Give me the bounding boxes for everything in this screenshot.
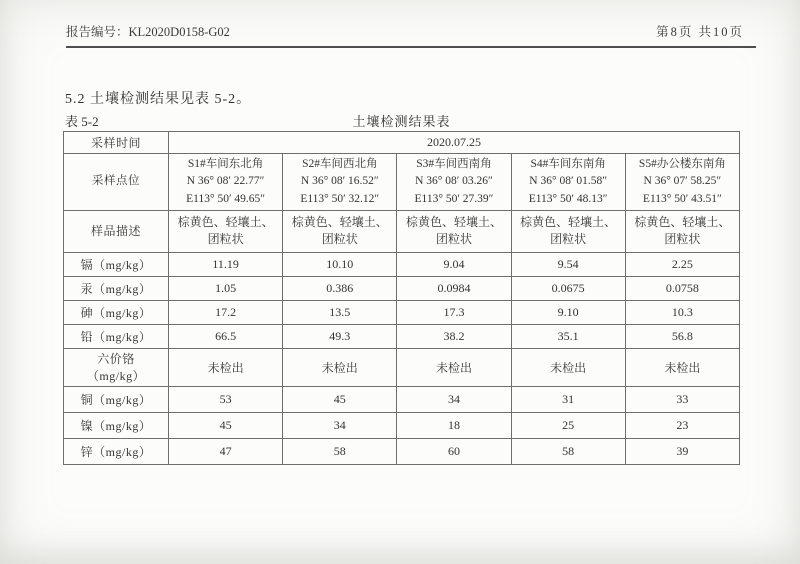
sampling-point-cell [283,154,397,211]
sampling-point-cell [169,154,283,211]
point-name: S3#车间西南角 [416,158,492,170]
value-cell: 38.2 [397,324,511,348]
analyte-row-nickel [64,413,740,439]
sample-description-cell: 棕黄色、轻壤土、团粒状 [397,210,511,252]
analyte-row-mercury [64,276,740,300]
point-name: S2#车间西北角 [302,158,378,170]
analyte-label: 镍（mg/kg） [64,413,169,439]
value-cell: 25 [511,413,625,439]
point-latitude: N 36° 07′ 58.25″ [643,175,722,188]
value-cell: 0.386 [283,276,397,300]
sample-description-cell: 棕黄色、轻壤土、团粒状 [625,210,739,252]
value-cell: 60 [397,439,511,465]
value-cell: 33 [625,387,739,413]
row-label: 样品描述 [64,210,169,252]
value-cell: 34 [283,413,397,439]
value-cell: 39 [625,439,739,465]
sampling-time-value: 2020.07.25 [169,132,740,154]
page-indicator: 第8页 共10页 [656,25,744,39]
point-latitude: N 36° 08′ 03.26″ [415,175,493,188]
value-cell: 34 [397,387,511,413]
value-cell: 9.54 [511,252,625,276]
analyte-label: 镉（mg/kg） [64,252,169,276]
analyte-label: 铅（mg/kg） [64,324,169,348]
analyte-label: 六价铬（mg/kg） [64,348,169,387]
value-cell: 10.10 [283,252,397,276]
soil-results-table [63,131,740,465]
page-header [66,22,756,48]
row-label: 采样点位 [64,154,169,211]
value-cell: 49.3 [283,324,397,348]
table-caption [63,111,740,130]
value-cell: 9.04 [397,252,511,276]
analyte-row-lead [64,324,740,348]
sample-description-cell: 棕黄色、轻壤土、团粒状 [169,210,283,252]
value-cell: 未检出 [625,348,739,387]
value-cell: 45 [169,413,283,439]
point-longitude: E113° 50′ 32.12″ [300,192,380,205]
point-latitude: N 36° 08′ 01.58″ [529,175,608,188]
value-cell: 17.2 [169,300,283,324]
point-longitude: E113° 50′ 27.39″ [414,192,494,205]
point-longitude: E113° 50′ 43.51″ [642,192,722,205]
sampling-point-cell [625,154,739,211]
analyte-row-zinc [64,439,740,465]
value-cell: 17.3 [397,300,511,324]
value-cell: 1.05 [169,276,283,300]
value-cell: 35.1 [511,324,625,348]
value-cell: 未检出 [169,348,283,387]
value-cell: 23 [625,413,739,439]
point-latitude: N 36° 08′ 22.77″ [186,175,265,188]
value-cell: 未检出 [283,348,397,387]
value-cell: 66.5 [169,324,283,348]
point-latitude: N 36° 08′ 16.52″ [300,175,379,188]
value-cell: 31 [511,387,625,413]
table-label: 表 5-2 [65,114,99,129]
value-cell: 0.0758 [625,276,739,300]
value-cell: 9.10 [511,300,625,324]
value-cell: 0.0675 [511,276,625,300]
value-cell: 58 [283,439,397,465]
value-cell: 18 [397,413,511,439]
value-cell: 10.3 [625,300,739,324]
value-cell: 47 [169,439,283,465]
sampling-point-cell [511,154,625,211]
value-cell: 53 [169,387,283,413]
analyte-label: 铜（mg/kg） [64,387,169,413]
value-cell: 未检出 [397,348,511,387]
section-heading: 5.2 土壤检测结果见表 5-2。 [65,92,252,107]
point-name: S1#车间东北角 [187,158,264,170]
point-name: S5#办公楼东南角 [638,158,726,170]
value-cell: 13.5 [283,300,397,324]
sampling-point-row [64,154,740,211]
analyte-label: 砷（mg/kg） [64,300,169,324]
sampling-point-cell [397,154,511,211]
analyte-label: 汞（mg/kg） [64,276,169,300]
analyte-row-copper [64,387,740,413]
table-title: 土壤检测结果表 [352,114,451,129]
value-cell: 0.0984 [397,276,511,300]
analyte-row-cadmium [64,252,740,276]
sample-description-cell: 棕黄色、轻壤土、团粒状 [283,210,397,252]
analyte-label: 锌（mg/kg） [64,439,169,465]
value-cell: 未检出 [511,348,625,387]
sample-description-cell: 棕黄色、轻壤土、团粒状 [511,210,625,252]
point-longitude: E113° 50′ 49.65″ [186,192,266,205]
analyte-row-arsenic [64,300,740,324]
value-cell: 45 [283,387,397,413]
value-cell: 56.8 [625,324,739,348]
point-name: S4#车间东南角 [530,158,606,170]
sample-description-row [64,210,740,252]
analyte-row-hexavalent-chromium [64,348,740,387]
value-cell: 58 [511,439,625,465]
report-number: 报告编号：KL2020D0158-G02 [66,25,230,39]
value-cell: 2.25 [625,252,739,276]
sampling-time-row [64,132,740,154]
point-longitude: E113° 50′ 48.13″ [528,192,608,205]
value-cell: 11.19 [169,252,283,276]
row-label: 采样时间 [64,132,169,154]
